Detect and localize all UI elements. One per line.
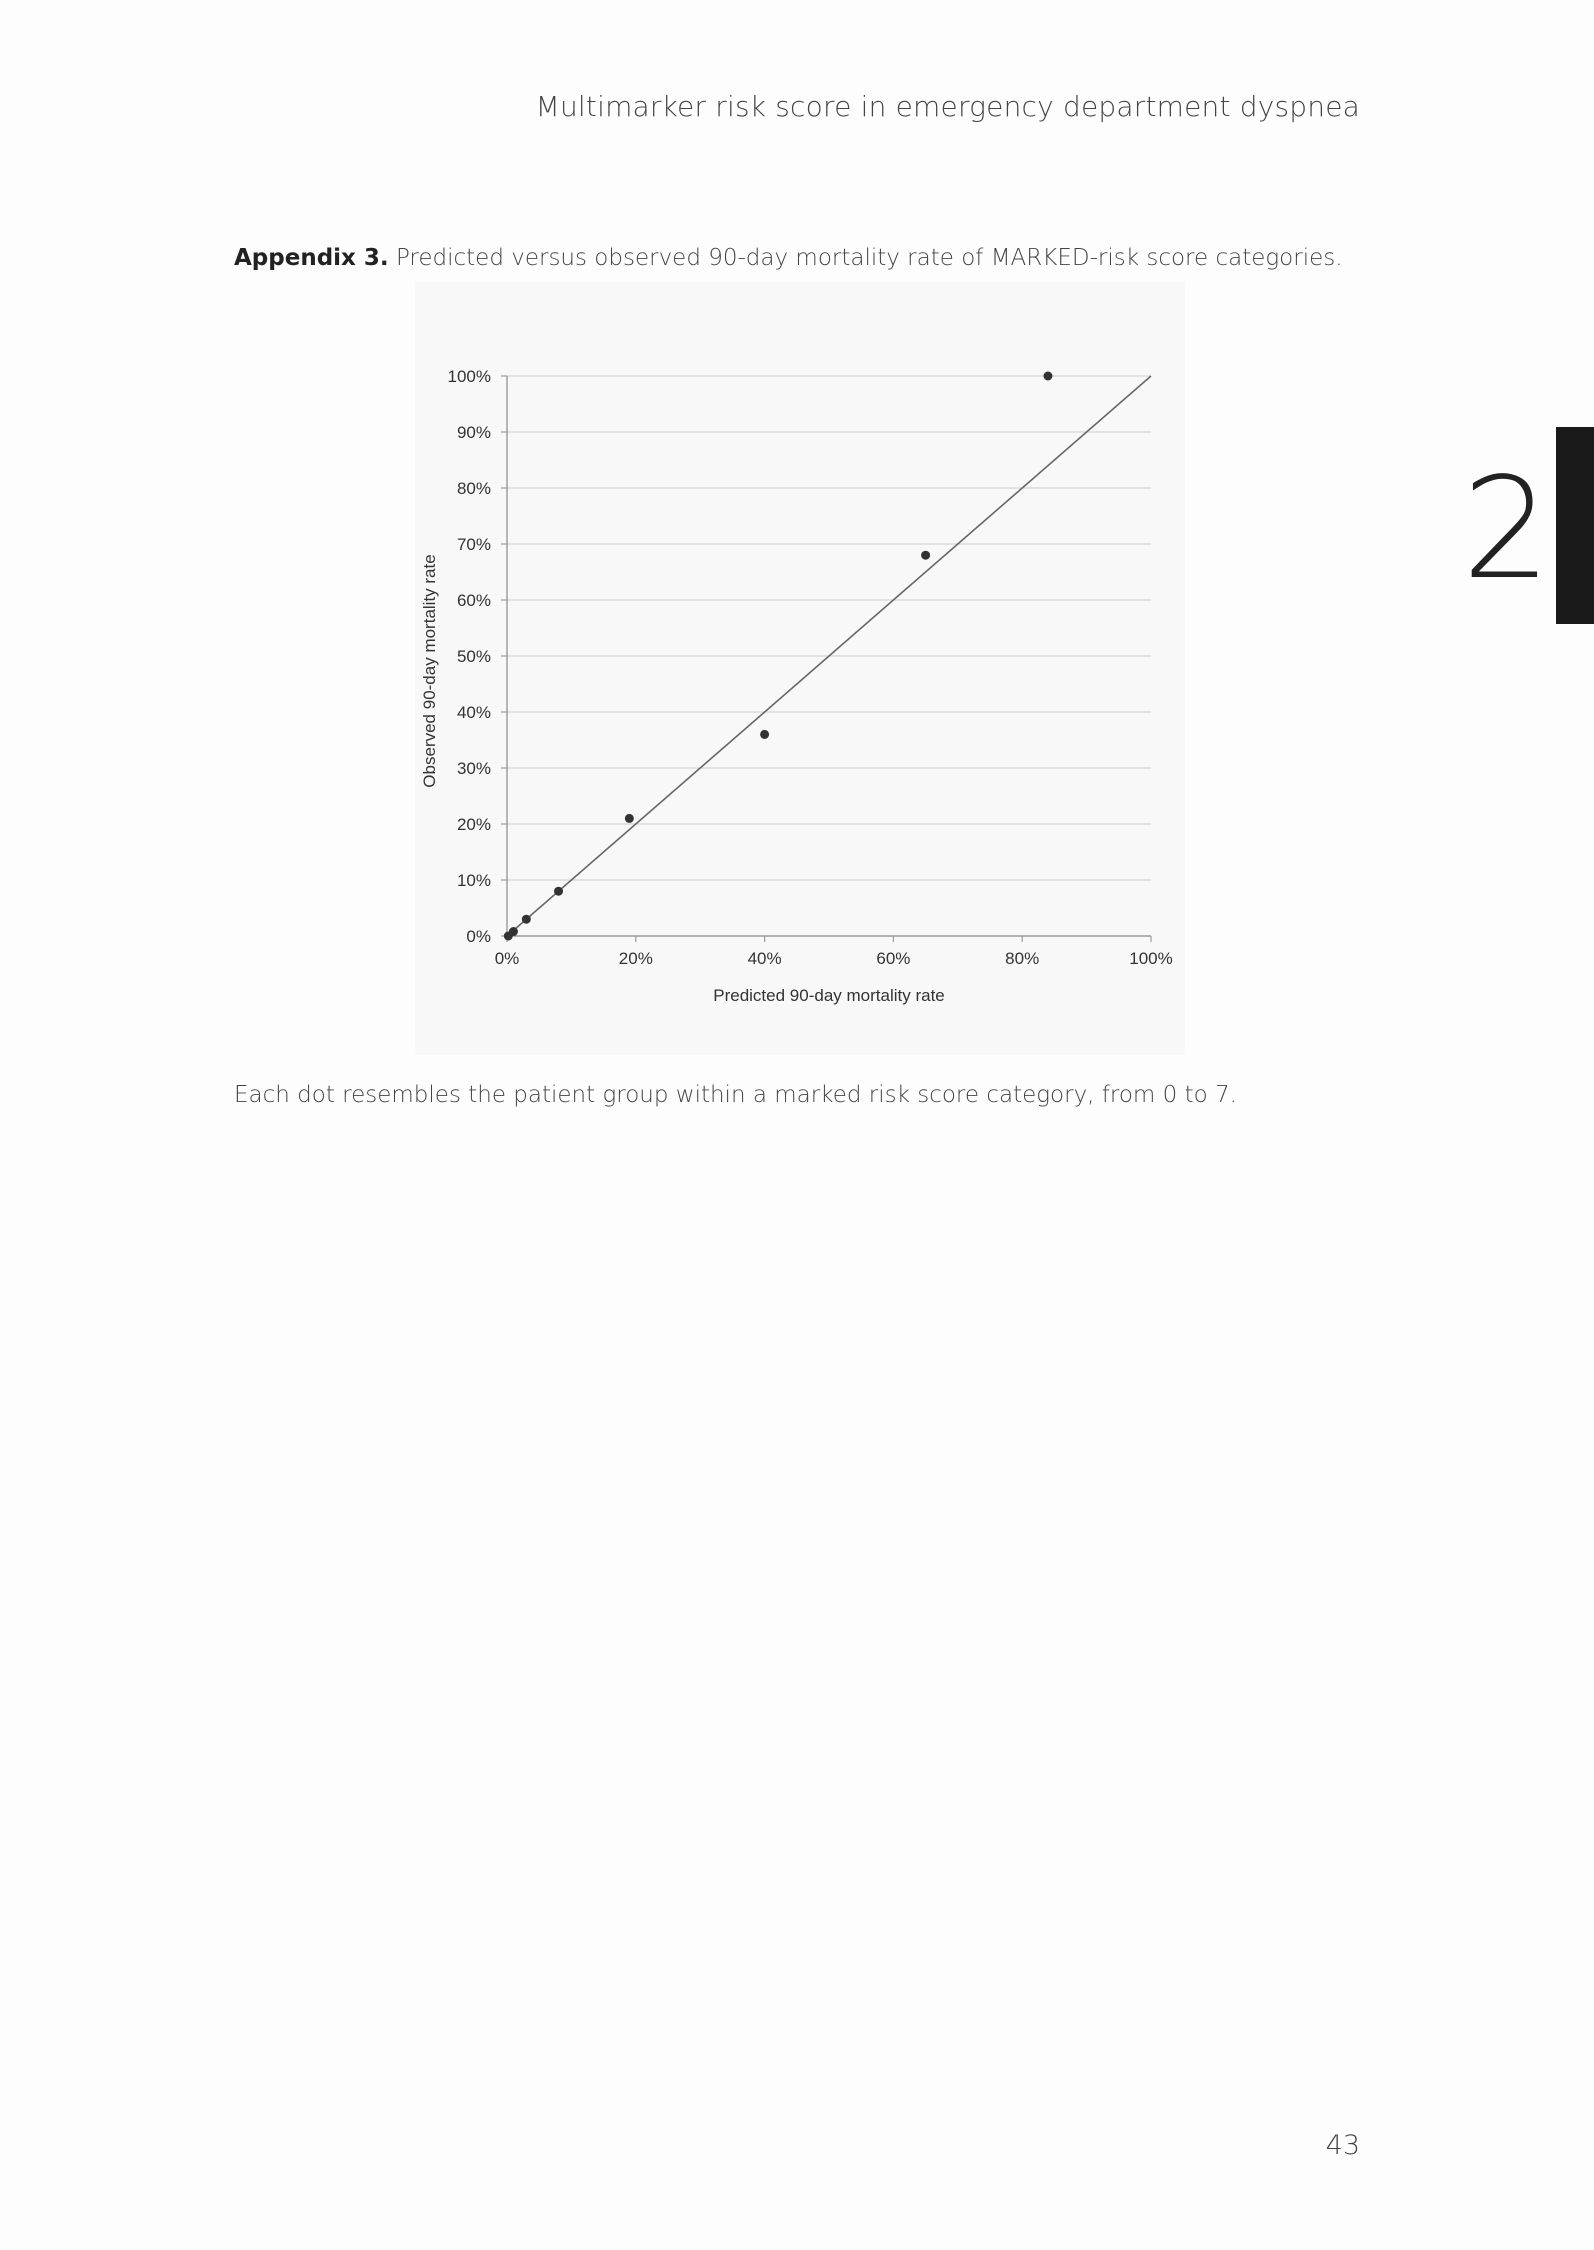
data-point (554, 887, 563, 896)
data-point (760, 730, 769, 739)
data-point (509, 927, 518, 936)
y-axis-label: Observed 90-day mortality rate (420, 554, 439, 788)
calibration-chart (415, 282, 1185, 1055)
y-tick-label: 100% (447, 367, 491, 386)
x-tick-label: 100% (1129, 949, 1173, 968)
y-tick-label: 0% (466, 927, 491, 946)
x-tick-label: 0% (494, 949, 520, 968)
figure-caption (234, 245, 1343, 271)
y-tick-label: 50% (456, 647, 491, 666)
chapter-number: 2 (1462, 448, 1552, 611)
x-tick-label: 60% (876, 949, 911, 968)
figure-note: Each dot resembles the patient group within a marked risk score category, from 0 to 7. (234, 1082, 1237, 1108)
caption-text: Predicted versus observed 90-day mortality rate of MARKED-risk score categories. (395, 245, 1343, 271)
y-tick-label: 80% (456, 479, 491, 498)
y-tick-label: 30% (456, 759, 491, 778)
y-tick-label: 10% (456, 871, 491, 890)
data-point (921, 551, 930, 560)
figure-panel (415, 282, 1185, 1055)
y-tick-label: 70% (456, 535, 491, 554)
x-axis-label: Predicted 90-day mortality rate (713, 986, 945, 1005)
running-title: Multimarker risk score in emergency department dyspnea (535, 90, 1360, 123)
x-tick-label: 80% (1005, 949, 1040, 968)
y-tick-label: 20% (456, 815, 491, 834)
data-point (1043, 372, 1052, 381)
x-tick-label: 20% (618, 949, 653, 968)
data-point (625, 814, 634, 823)
x-tick-label: 40% (747, 949, 782, 968)
caption-label: Appendix 3. (234, 245, 389, 271)
chapter-tab (1556, 427, 1594, 624)
page-number: 43 (1325, 2130, 1360, 2161)
data-point (522, 915, 531, 924)
y-tick-label: 40% (456, 703, 491, 722)
y-tick-label: 90% (456, 423, 491, 442)
y-tick-label: 60% (456, 591, 491, 610)
